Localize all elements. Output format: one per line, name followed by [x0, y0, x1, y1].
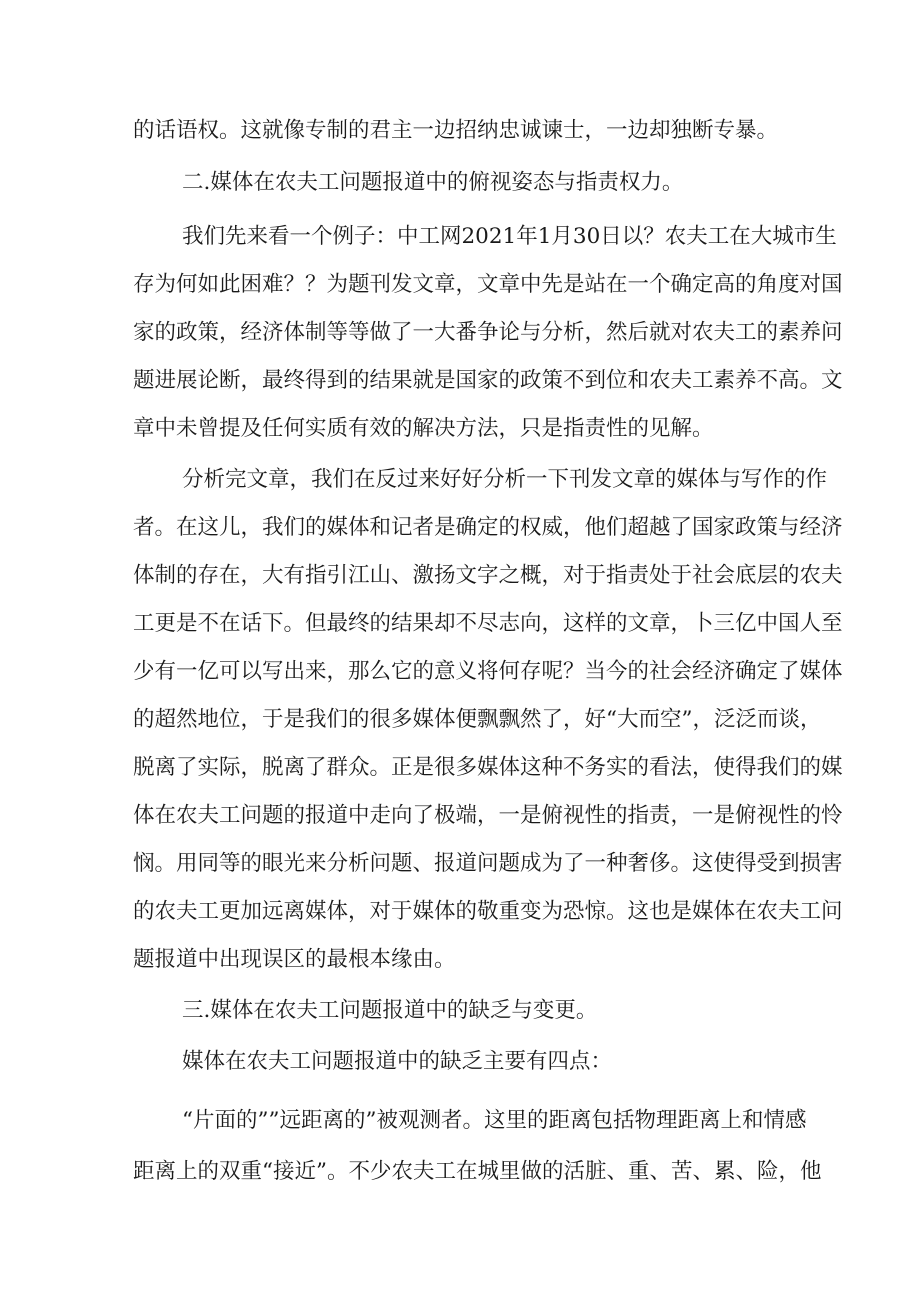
- text-line: 家的政策，经济体制等等做了一大番争论与分析，然后就对农夫工的素养问: [133, 320, 843, 345]
- text-line: 分析完文章，我们在反过来好好分析一下刊发文章的媒体与写作的作: [182, 467, 828, 492]
- section-heading-3: 三.媒体在农夫工问题报道中的缺乏与变更。: [182, 998, 598, 1023]
- text-line: 的话语权。这就像专制的君主一边招纳忠诚谏士，一边却独断专暴。: [133, 118, 779, 143]
- text-line: 距离上的双重“接近”。不少农夫工在城里做的活脏、重、苦、累、险，他: [133, 1159, 822, 1184]
- text-line: 题进展论断，最终得到的结果就是国家的政策不到位和农夫工素养不高。文: [133, 368, 843, 393]
- text-line: 体制的存在，大有指引江山、激扬文字之概，对于指责处于社会底层的农夫: [133, 563, 843, 588]
- text-line: 的超然地位，于是我们的很多媒体便飘飘然了，好“大而空”，泛泛而谈，: [133, 707, 822, 732]
- text-line: “片面的””远距离的”被观测者。这里的距离包括物理距离上和情感: [182, 1108, 807, 1133]
- text-line: 者。在这儿，我们的媒体和记者是确定的权威，他们超越了国家政策与经济: [133, 515, 843, 540]
- text-line: 工更是不在话下。但最终的结果却不尽志向，这样的文章，卜三亿中国人至: [133, 611, 843, 636]
- text-line: 体在农夫工问题的报道中走向了极端，一是俯视性的指责，一是俯视性的怜: [133, 803, 843, 828]
- text-line: 少有一亿可以写出来，那么它的意义将何存呢？当今的社会经济确定了媒体: [133, 659, 843, 684]
- text-line: 章中未曾提及任何实质有效的解决方法，只是指责性的见解。: [133, 416, 714, 441]
- text-line: 的农夫工更加远离媒体，对于媒体的敬重变为恐惊。这也是媒体在农夫工问: [133, 899, 843, 924]
- text-line: 存为何如此困难？？为题刊发文章，文章中先是站在一个确定高的角度对国: [133, 272, 843, 297]
- text-line: 悯。用同等的眼光来分析问题、报道问题成为了一种奢侈。这使得受到损害: [133, 851, 843, 876]
- text-line: 媒体在农夫工问题报道中的缺乏主要有四点：: [182, 1049, 613, 1074]
- text-line: 我们先来看一个例子：中工网2021年1月30日以？农夫工在大城市生: [182, 224, 837, 249]
- section-heading-2: 二.媒体在农夫工问题报道中的俯视姿态与指责权力。: [182, 170, 684, 195]
- text-line: 脱离了实际，脱离了群众。正是很多媒体这种不务实的看法，使得我们的媒: [133, 755, 843, 780]
- text-line: 题报道中出现误区的最根本缘由。: [133, 947, 456, 972]
